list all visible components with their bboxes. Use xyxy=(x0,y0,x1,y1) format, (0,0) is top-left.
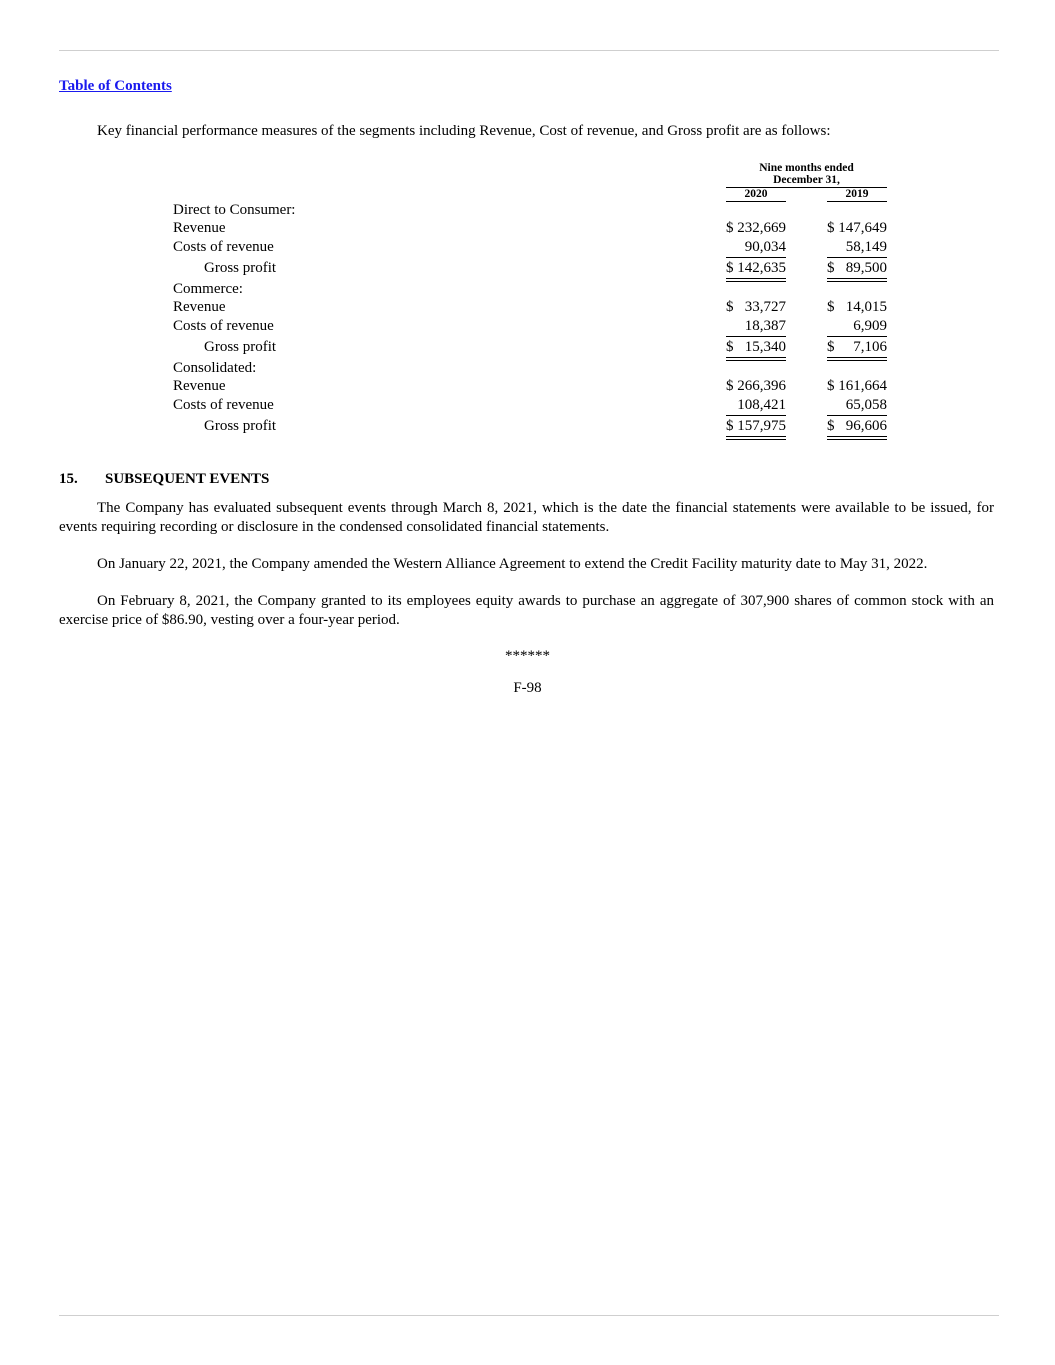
value-2020: 18,387 xyxy=(744,318,786,334)
row-label-gross-profit: Gross profit xyxy=(204,260,277,276)
value-2019: 58,149 xyxy=(845,239,887,255)
currency-symbol: $ xyxy=(827,378,835,394)
subtotal-underline xyxy=(726,257,786,258)
separator: ****** xyxy=(505,648,550,664)
value-2019: 6,909 xyxy=(853,318,887,334)
currency-symbol: $ xyxy=(827,220,835,236)
header-period: Nine months ended xyxy=(759,162,854,174)
currency-symbol: $ xyxy=(827,418,835,434)
total-double-underline xyxy=(726,436,786,440)
col-2020-header-underline xyxy=(726,201,786,202)
row-label-gross-profit: Gross profit xyxy=(204,418,277,434)
col-2019-header-underline xyxy=(827,201,887,202)
subtotal-underline xyxy=(827,336,887,337)
currency-symbol: $ xyxy=(726,220,734,236)
subsequent-events-paragraph-2: On January 22, 2021, the Company amended the Western Alliance Agreement to extend the Credit Facility maturity date to May 31, 2022. xyxy=(97,556,928,572)
row-label-costs: Costs of revenue xyxy=(173,397,274,413)
value-2019: 7,106 xyxy=(853,339,887,355)
row-label-gross-profit: Gross profit xyxy=(204,339,277,355)
currency-symbol: $ xyxy=(827,260,835,276)
subtotal-underline xyxy=(827,257,887,258)
value-2020: 90,034 xyxy=(744,239,786,255)
total-double-underline xyxy=(827,436,887,440)
column-header-2020: 2020 xyxy=(744,188,768,200)
value-2019: 65,058 xyxy=(845,397,887,413)
value-2020: 266,396 xyxy=(737,378,786,394)
currency-symbol: $ xyxy=(726,260,734,276)
total-double-underline xyxy=(726,278,786,282)
total-double-underline xyxy=(827,278,887,282)
row-label-revenue: Revenue xyxy=(173,299,226,315)
subtotal-underline xyxy=(726,336,786,337)
value-2020: 15,340 xyxy=(744,339,786,355)
currency-symbol: $ xyxy=(827,299,835,315)
currency-symbol: $ xyxy=(827,339,835,355)
currency-symbol: $ xyxy=(726,299,734,315)
row-label-revenue: Revenue xyxy=(173,378,226,394)
total-double-underline xyxy=(726,357,786,361)
section-title: Commerce: xyxy=(173,281,243,297)
value-2019: 96,606 xyxy=(845,418,887,434)
value-2019: 161,664 xyxy=(838,378,887,394)
page-number: F-98 xyxy=(513,680,542,696)
section-title: SUBSEQUENT EVENTS xyxy=(105,471,270,487)
header-period-date: December 31, xyxy=(773,174,840,186)
section-heading xyxy=(59,471,269,488)
column-header-2019: 2019 xyxy=(845,188,869,200)
subsequent-events-paragraph-3: On February 8, 2021, the Company granted to its employees equity awards to purchase an aggregate of 307,900 shares of common stock with an exercise price of $86.90, vesting over a four-year period. xyxy=(59,593,994,628)
currency-symbol: $ xyxy=(726,378,734,394)
value-2020: 142,635 xyxy=(737,260,786,276)
currency-symbol: $ xyxy=(726,418,734,434)
value-2019: 147,649 xyxy=(838,220,887,236)
subsequent-events-paragraph-1: The Company has evaluated subsequent events through March 8, 2021, which is the date the financial statements were available to be issued, for events requiring recording or disclosure in the condensed consolidated financial statements. xyxy=(59,500,994,535)
bottom-rule xyxy=(59,1315,999,1316)
row-label-revenue: Revenue xyxy=(173,220,226,236)
value-2020: 108,421 xyxy=(737,397,786,413)
subtotal-underline xyxy=(726,415,786,416)
value-2019: 89,500 xyxy=(845,260,887,276)
value-2020: 157,975 xyxy=(737,418,786,434)
section-title: Consolidated: xyxy=(173,360,257,376)
segment-table xyxy=(0,0,1055,460)
value-2020: 232,669 xyxy=(737,220,786,236)
intro-paragraph: Key financial performance measures of the segments including Revenue, Cost of revenue, and Gross profit are as follows: xyxy=(97,123,831,139)
value-2020: 33,727 xyxy=(744,299,786,315)
row-label-costs: Costs of revenue xyxy=(173,318,274,334)
currency-symbol: $ xyxy=(726,339,734,355)
total-double-underline xyxy=(827,357,887,361)
subtotal-underline xyxy=(827,415,887,416)
row-label-costs: Costs of revenue xyxy=(173,239,274,255)
table-of-contents-link[interactable]: Table of Contents xyxy=(59,78,172,94)
value-2019: 14,015 xyxy=(845,299,887,315)
section-title: Direct to Consumer: xyxy=(173,202,296,218)
section-number: 15. xyxy=(59,471,78,487)
